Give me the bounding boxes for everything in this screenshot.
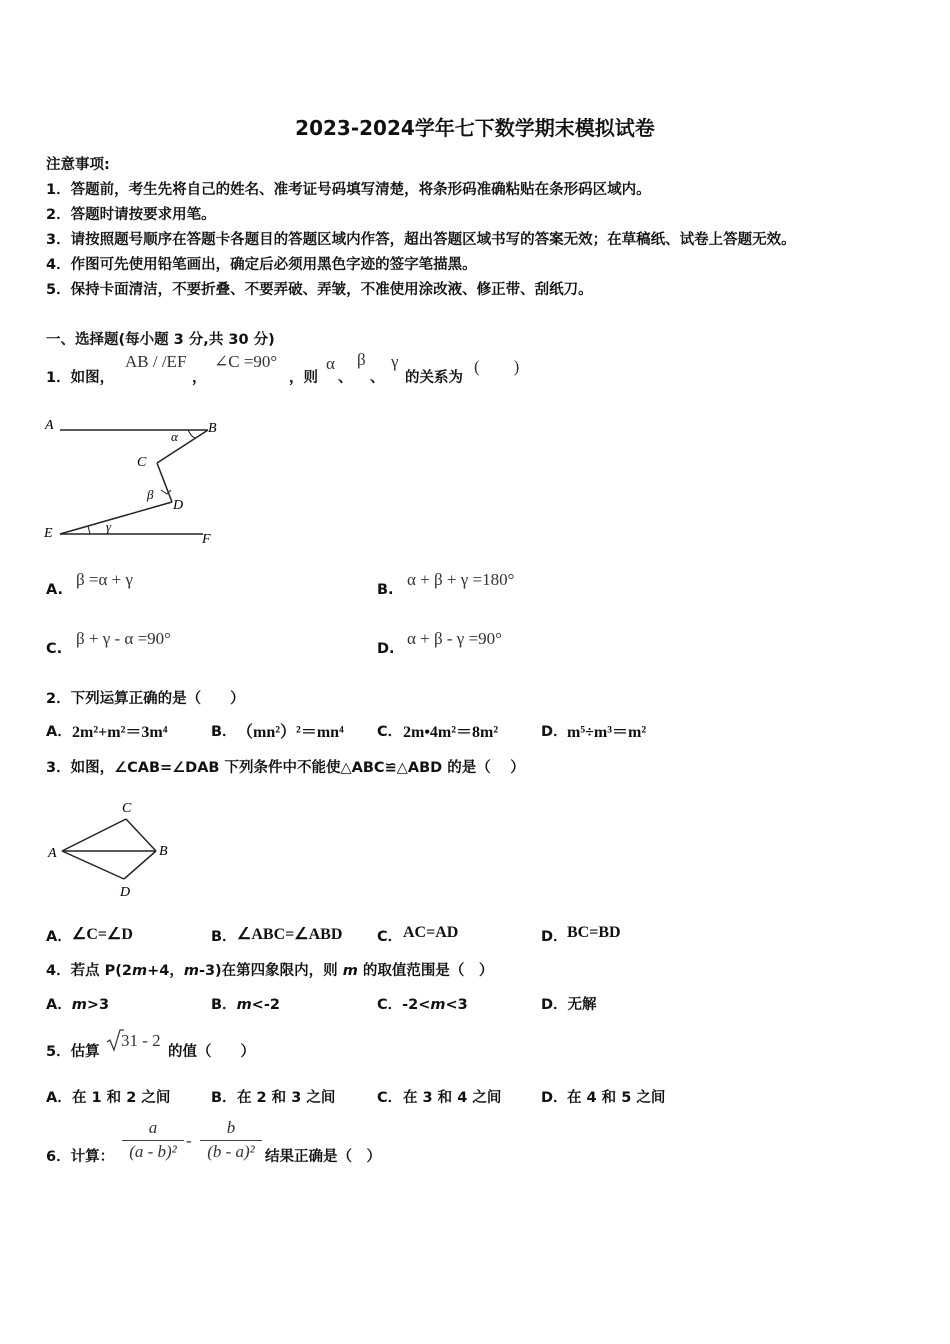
q1-option-b: α + β + γ =180° bbox=[407, 570, 515, 589]
figure-label-d: D bbox=[120, 885, 131, 900]
q3-option-b-label: B． bbox=[211, 929, 237, 945]
q5-option-b-label: B． bbox=[211, 1090, 237, 1106]
q2-option-b-label: B． bbox=[211, 724, 237, 740]
q1-option-d-label: D. bbox=[377, 641, 395, 657]
notice-item: 2．答题时请按要求用笔。 bbox=[46, 207, 216, 223]
q5-option-b: 在 2 和 3 之间 bbox=[237, 1090, 336, 1106]
q6-minus: - bbox=[186, 1131, 192, 1150]
q1-suffix: 的关系为 bbox=[405, 370, 463, 386]
q2-option-d-label: D． bbox=[541, 724, 568, 740]
q1-option-a-label: A. bbox=[46, 582, 63, 598]
q1-alpha: α bbox=[326, 354, 335, 373]
q1-sep: 、 bbox=[338, 370, 353, 386]
q2-stem: 2．下列运算正确的是（ ） bbox=[46, 691, 245, 707]
q5-prefix: 5．估算 bbox=[46, 1044, 100, 1060]
q4-option-b: B．m<-2 bbox=[211, 997, 280, 1013]
q3-option-a: ∠C=∠D bbox=[72, 926, 133, 943]
figure-label-c: C bbox=[137, 455, 147, 470]
q3-figure bbox=[44, 795, 184, 905]
figure-label-a: A bbox=[48, 846, 57, 861]
q3-option-d-label: D． bbox=[541, 929, 568, 945]
q6-fraction-1: $\frac{a}{\text{(a - b)²}}$ bbox=[122, 1118, 184, 1162]
figure-label-gamma: γ bbox=[106, 519, 112, 534]
q1-then: ，则 bbox=[289, 370, 318, 386]
q1-option-a: β =α + γ bbox=[76, 570, 133, 589]
q4-option-c: C．-2<m<3 bbox=[377, 997, 468, 1013]
notice-item: 4．作图可先使用铅笔画出，确定后必须用黑色字迹的签字笔描黑。 bbox=[46, 257, 477, 273]
figure-label-beta: β bbox=[147, 487, 154, 502]
notice-item: 5．保持卡面清洁，不要折叠、不要弄破、弄皱，不准使用涂改液、修正带、刮纸刀。 bbox=[46, 282, 593, 298]
q1-option-b-label: B. bbox=[377, 582, 394, 598]
section-heading: 一、选择题(每小题 3 分,共 30 分) bbox=[46, 332, 275, 348]
figure-label-b: B bbox=[159, 844, 168, 859]
page-title: 2023-2024学年七下数学期末模拟试卷 bbox=[295, 116, 655, 140]
q4-stem: 4．若点 P(2m+4，m-3)在第四象限内，则 m 的取值范围是（ ） bbox=[46, 963, 494, 979]
q2-option-d: m⁵÷m³＝m² bbox=[567, 724, 647, 741]
q2-option-b: （mn²）²＝mn⁴ bbox=[237, 724, 344, 741]
q5-expression: 31 - 2 bbox=[121, 1031, 161, 1050]
q1-figure bbox=[40, 410, 240, 550]
figure-label-alpha: α bbox=[171, 429, 178, 444]
q1-condition-parallel: AB / /EF bbox=[125, 352, 187, 371]
q5-option-d: 在 4 和 5 之间 bbox=[567, 1090, 666, 1106]
notice-item: 1．答题前，考生先将自己的姓名、准考证号码填写清楚，将条形码准确粘贴在条形码区域内。 bbox=[46, 182, 651, 198]
q5-option-a-label: A． bbox=[46, 1090, 72, 1106]
q1-gamma: γ bbox=[391, 352, 399, 371]
figure-label-a: A bbox=[45, 418, 54, 433]
q5-option-a: 在 1 和 2 之间 bbox=[72, 1090, 171, 1106]
q3-option-a-label: A． bbox=[46, 929, 72, 945]
q6-suffix: 结果正确是（ ） bbox=[265, 1149, 381, 1165]
q4-option-d: D．无解 bbox=[541, 997, 597, 1013]
q2-option-a-label: A． bbox=[46, 724, 72, 740]
q1-condition-angle: ∠C =90° bbox=[214, 352, 278, 371]
q6-prefix: 6．计算： bbox=[46, 1149, 115, 1165]
q1-beta: β bbox=[357, 350, 366, 369]
figure-label-e: E bbox=[44, 526, 53, 541]
q5-option-c: 在 3 和 4 之间 bbox=[403, 1090, 502, 1106]
q5-option-c-label: C． bbox=[377, 1090, 403, 1106]
q1-option-c-label: C. bbox=[46, 641, 63, 657]
q1-sep: 、 bbox=[370, 370, 385, 386]
q2-option-a: 2m²+m²＝3m⁴ bbox=[72, 724, 168, 741]
q3-option-c-label: C． bbox=[377, 929, 403, 945]
q3-stem: 3．如图，∠CAB=∠DAB 下列条件中不能使△ABC≌△ABD 的是（ ） bbox=[46, 760, 525, 776]
q5-suffix: 的值（ ） bbox=[168, 1044, 255, 1060]
q2-option-c-label: C． bbox=[377, 724, 403, 740]
q3-option-d: BC=BD bbox=[567, 924, 621, 941]
q2-option-c: 2m•4m²＝8m² bbox=[403, 724, 499, 741]
q1-option-d: α + β - γ =90° bbox=[407, 629, 502, 648]
q1-option-c: β + γ - α =90° bbox=[76, 629, 171, 648]
q1-answer-paren: ( ) bbox=[474, 357, 520, 376]
q3-option-b: ∠ABC=∠ABD bbox=[237, 926, 343, 943]
figure-label-f: F bbox=[202, 532, 211, 547]
q6-fraction-2: $\frac{b}{\text{(b - a)²}}$ bbox=[200, 1118, 262, 1162]
notice-item: 3．请按照题号顺序在答题卡各题目的答题区域内作答，超出答题区域书写的答案无效；在草稿纸、试卷上答题无效。 bbox=[46, 232, 796, 248]
q5-option-d-label: D． bbox=[541, 1090, 568, 1106]
q1-prefix: 1．如图， bbox=[46, 370, 115, 386]
notice-heading: 注意事项: bbox=[46, 157, 110, 173]
figure-label-b: B bbox=[208, 421, 217, 436]
figure-label-d: D bbox=[173, 498, 184, 513]
figure-label-c: C bbox=[122, 801, 132, 816]
q3-option-c: AC=AD bbox=[403, 924, 459, 941]
q1-comma: ， bbox=[192, 370, 207, 386]
q4-option-a: A．m>3 bbox=[46, 997, 110, 1013]
